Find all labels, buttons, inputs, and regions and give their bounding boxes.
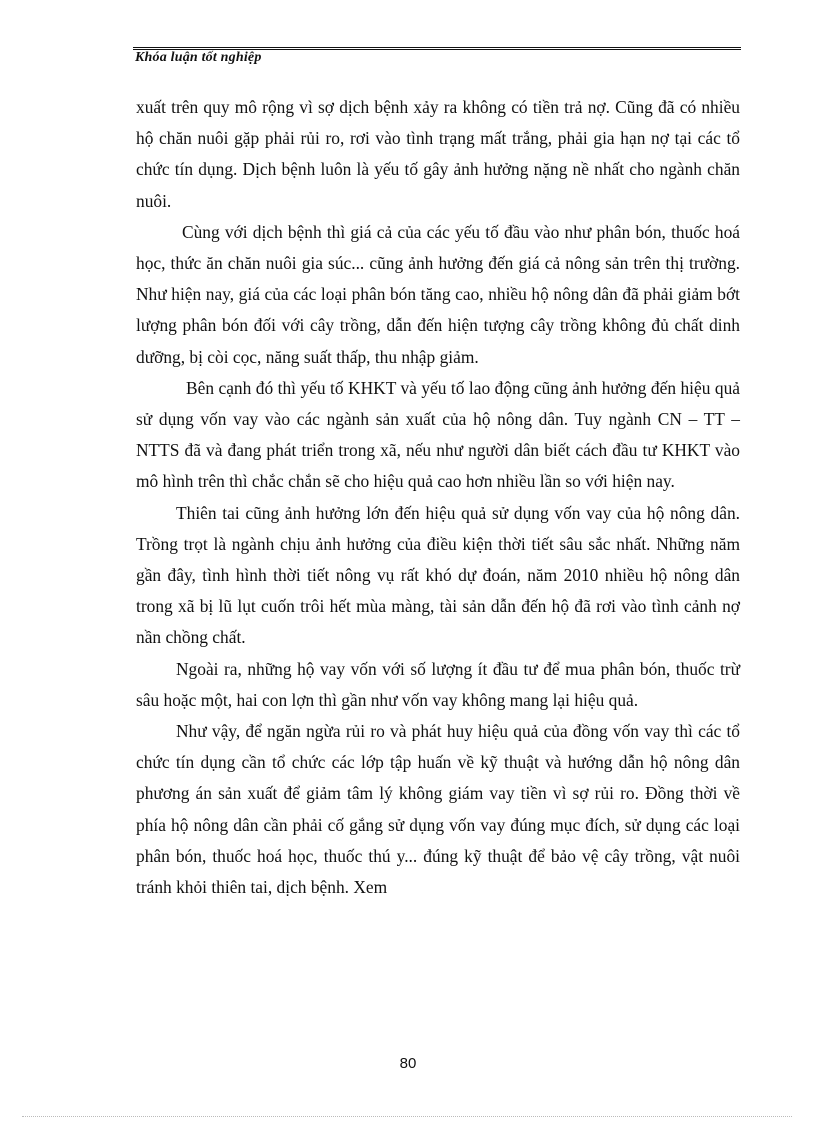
page-header (133, 47, 741, 69)
paragraph: Thiên tai cũng ảnh hưởng lớn đến hiệu quả sử dụng vốn vay của hộ nông dân. Trồng trọt là ngành chịu ảnh hưởng của điều kiện thời tiết sâu sắc nhất. Những năm gần đây, tình hình thời tiết nông vụ rất khó dự đoán, năm 2010 nhiều hộ nông dân trong xã bị lũ lụt cuốn trôi hết mùa màng, tài sản dẫn đến hộ đã rơi vào tình cảnh nợ nần chồng chất. (136, 502, 740, 648)
body-text (136, 92, 740, 903)
header-title: Khóa luận tốt nghiệp (135, 50, 262, 65)
paragraph: Bên cạnh đó thì yếu tố KHKT và yếu tố lao động cũng ảnh hưởng đến hiệu quả sử dụng vốn vay vào các ngành sản xuất của hộ nông dân. Tuy ngành CN – TT – NTTS đã và đang phát triển trong xã, nếu như người dân biết cách đầu tư KHKT vào mô hình trên thì chắc chắn sẽ cho hiệu quả cao hơn nhiều lần so với hiện nay. (136, 377, 740, 492)
paragraph: Ngoài ra, những hộ vay vốn với số lượng ít đầu tư để mua phân bón, thuốc trừ sâu hoặc một, hai con lợn thì gần như vốn vay không mang lại hiệu quả. (136, 658, 740, 710)
paragraph: Như vậy, để ngăn ngừa rủi ro và phát huy hiệu quả của đồng vốn vay thì các tổ chức tín dụng cần tổ chức các lớp tập huấn về kỹ thuật và hướng dẫn hộ nông dân phương án sản xuất để giảm tâm lý không giám vay tiền vì sợ rủi ro. Đồng thời về phía hộ nông dân cần phải cố gắng sử dụng vốn vay đúng mục đích, sử dụng các loại phân bón, thuốc hoá học, thuốc thú y... đúng kỹ thuật để bảo vệ cây trồng, vật nuôi tránh khỏi thiên tai, dịch bệnh. Xem (136, 721, 740, 898)
page-number: 80 (399, 1055, 417, 1072)
paragraph: xuất trên quy mô rộng vì sợ dịch bệnh xảy ra không có tiền trả nợ. Cũng đã có nhiều hộ chăn nuôi gặp phải rủi ro, rơi vào tình trạng mất trắng, phải gia hạn nợ tại các tổ chức tín dụng. Dịch bệnh luôn là yếu tố gây ảnh hưởng nặng nề nhất cho ngành chăn nuôi. (136, 97, 740, 211)
paragraph: Cùng với dịch bệnh thì giá cả của các yếu tố đầu vào như phân bón, thuốc hoá học, thức ăn chăn nuôi gia súc... cũng ảnh hưởng đến giá cả nông sản trên thị trường. Như hiện nay, giá của các loại phân bón tăng cao, nhiều hộ nông dân đã phải giảm bớt lượng phân bón đối với cây trồng, dẫn đến hiện tượng cây trồng không đủ chất dinh dưỡng, bị còi cọc, năng suất thấp, thu nhập giảm. (136, 221, 740, 367)
page-bottom-edge (22, 1116, 792, 1117)
